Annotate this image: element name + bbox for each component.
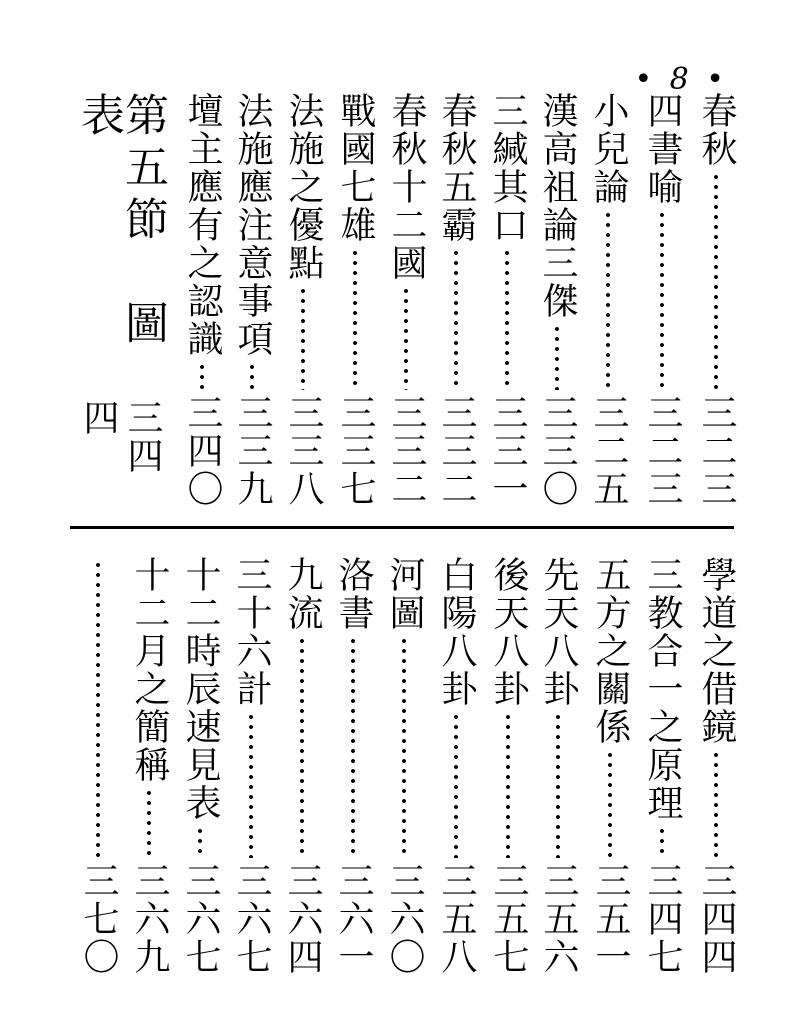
entry-title: 河圖 [384, 556, 425, 632]
entry-title: 後天八卦 [488, 556, 529, 708]
entry-page: 三五七 [488, 862, 529, 976]
entry-page: 三六一 [333, 862, 374, 976]
entry-title: 學道之借鏡 [696, 556, 737, 746]
section-divider [70, 526, 734, 529]
entry-page: 三二五 [588, 394, 629, 508]
toc-entry [640, 556, 684, 976]
entry-page: 三三一 [487, 394, 528, 508]
entry-title: 法施應注意事項 [232, 92, 273, 358]
toc-entry [694, 556, 738, 976]
toc-entry [640, 92, 684, 508]
entry-title: 先天八卦 [538, 556, 579, 708]
entry-page: 三四四 [696, 862, 737, 976]
toc-entry [384, 92, 428, 508]
entry-title: 九流 [282, 556, 323, 632]
toc-entry [127, 556, 171, 976]
entry-title: 法施之優點 [283, 92, 324, 282]
leader-dots [200, 362, 204, 390]
toc-entry [586, 92, 630, 508]
leader-dots [454, 248, 458, 390]
entry-page: 三五一 [590, 862, 631, 976]
entry-title: 三十六計 [231, 556, 272, 708]
entry-page: 三四七 [642, 862, 683, 976]
section-heading-entry [73, 92, 168, 508]
toc-entry [434, 556, 478, 976]
toc-entry [535, 92, 579, 508]
entry-title: 四書喻 [642, 92, 683, 206]
toc-entry [230, 92, 274, 508]
leader-dots [351, 636, 355, 858]
leader-dots [147, 788, 151, 858]
toc-entry [588, 556, 632, 976]
entry-page: 三六四 [282, 862, 323, 976]
toc-entry [331, 556, 375, 976]
entry-title: 三教合一之原理 [642, 556, 683, 822]
toc-entry [485, 92, 529, 508]
entry-page: 三七〇 [78, 862, 119, 976]
toc-entry [333, 92, 377, 508]
entry-title: 白陽八卦 [436, 556, 477, 708]
leader-dots [505, 248, 509, 390]
entry-title: 戰國七雄 [335, 92, 376, 244]
toc-entry [281, 92, 325, 508]
toc-entry [280, 556, 324, 976]
entry-page: 三三七 [335, 394, 376, 508]
leader-dots [506, 712, 510, 858]
entry-title: 小兒論 [588, 92, 629, 206]
toc-entry [434, 92, 478, 508]
leader-dots [714, 750, 718, 858]
toc-entry [486, 556, 530, 976]
leader-dots [660, 826, 664, 858]
leader-dots [608, 750, 612, 858]
leader-dots [301, 286, 305, 390]
entry-page: 三四四 [78, 398, 163, 475]
toc-entry [382, 556, 426, 976]
entry-page: 三二三 [642, 394, 683, 508]
entry-title: 洛書 [333, 556, 374, 632]
entry-page: 三六九 [129, 862, 170, 976]
leader-dots [250, 362, 254, 390]
leader-dots [555, 324, 559, 390]
entry-title: 春秋 [696, 92, 737, 168]
leader-dots [660, 210, 664, 390]
leader-dots [454, 712, 458, 858]
entry-page: 三三〇 [537, 394, 578, 508]
page-number: • 8 • [634, 62, 728, 97]
entry-page: 三二三 [696, 394, 737, 508]
entry-title: 春秋五霸 [436, 92, 477, 244]
leader-dots [402, 636, 406, 858]
entry-title: 壇主應有之認識 [182, 92, 223, 358]
leader-dots [714, 172, 718, 390]
entry-page: 三五八 [436, 862, 477, 976]
entry-title: 漢高祖論三傑 [537, 92, 578, 320]
entry-page: 三四〇 [182, 394, 223, 508]
leader-dots [96, 560, 100, 858]
entry-title: 十二時辰速見表 [180, 556, 221, 822]
leader-dots [606, 210, 610, 390]
entry-page: 三六七 [231, 862, 272, 976]
toc-entry [76, 556, 120, 976]
section-title: 第五節 圖表 [73, 92, 168, 352]
leader-dots [404, 286, 408, 390]
leader-dots [556, 712, 560, 858]
toc-entry [229, 556, 273, 976]
toc-entry [178, 556, 222, 976]
entry-title: 春秋十二國 [386, 92, 427, 282]
leader-dots [198, 826, 202, 858]
leader-dots [353, 248, 357, 390]
entry-page: 三三二 [436, 394, 477, 508]
entry-page: 三五六 [538, 862, 579, 976]
entry-page: 三三八 [283, 394, 324, 508]
entry-page: 三三二 [386, 394, 427, 508]
entry-page: 三六〇 [384, 862, 425, 976]
leader-dots [249, 712, 253, 858]
leader-dots [300, 636, 304, 858]
entry-page: 三三九 [232, 394, 273, 508]
toc-entry [694, 92, 738, 508]
toc-entry [536, 556, 580, 976]
toc-entry [180, 92, 224, 508]
entry-title: 三緘其口 [487, 92, 528, 244]
entry-title: 十二月之簡稱 [129, 556, 170, 784]
entry-page: 三六七 [180, 862, 221, 976]
entry-title: 五方之關係 [590, 556, 631, 746]
